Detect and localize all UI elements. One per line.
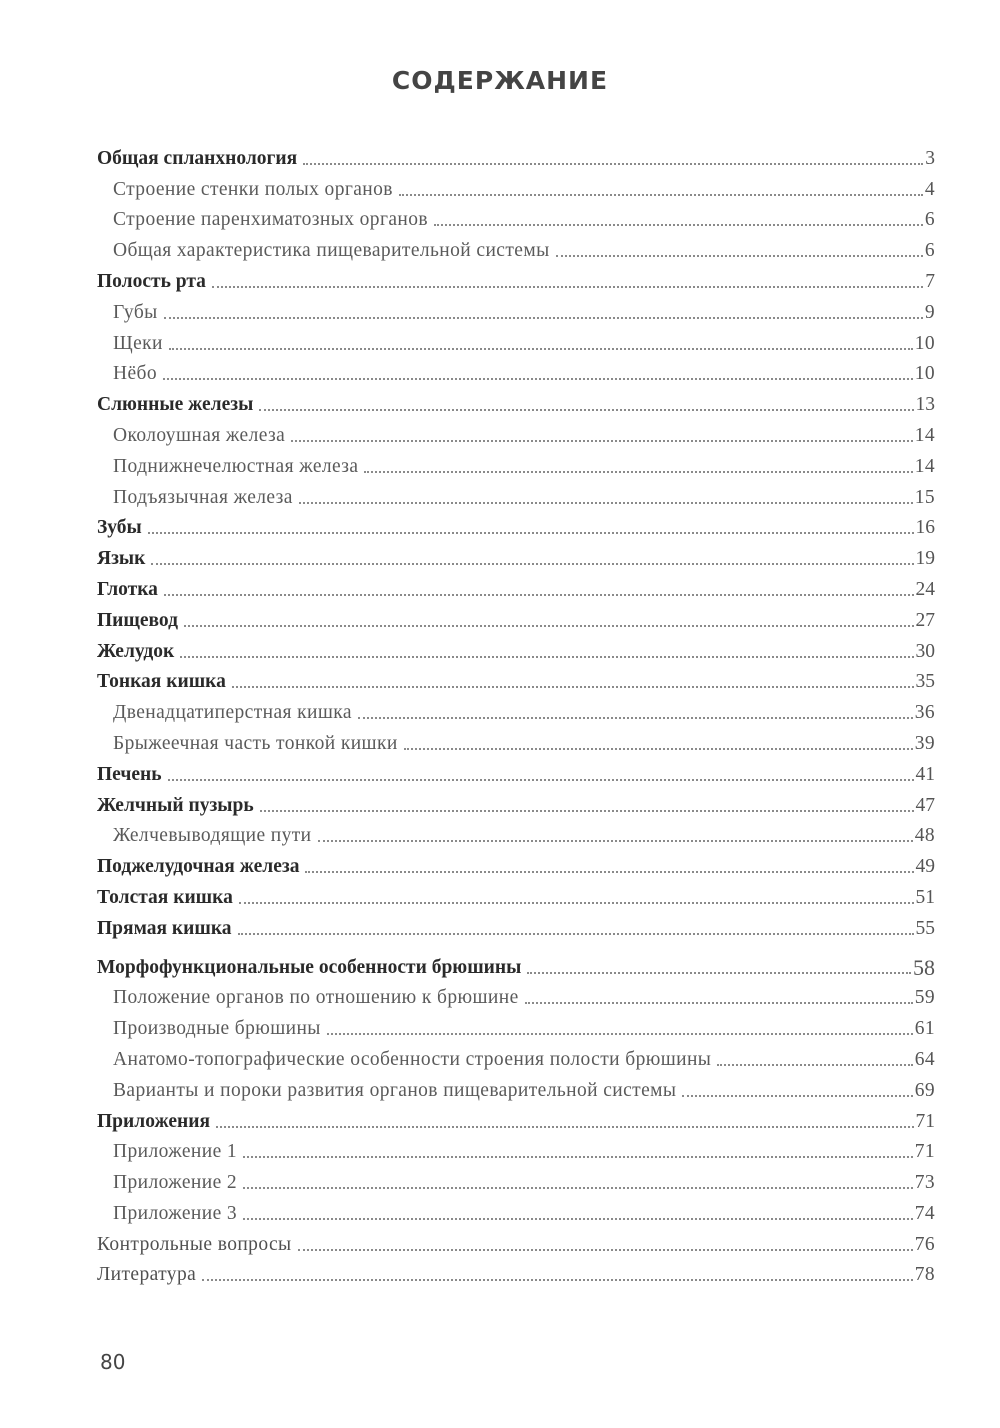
toc-entry-page: 4 (924, 178, 935, 200)
toc-entry (97, 879, 935, 910)
toc-entry-label: Общая характеристика пищеварительной системы (113, 240, 550, 262)
toc-entry (97, 980, 935, 1011)
toc-leader-dots (169, 344, 913, 350)
toc-leader-dots (243, 1183, 913, 1189)
toc-leader-dots (299, 498, 913, 504)
toc-entry-label: Щеки (113, 332, 163, 354)
toc-entry (97, 1041, 935, 1072)
toc-entry-label: Приложение 3 (113, 1202, 238, 1224)
toc-leader-dots (399, 190, 923, 196)
toc-entry-label: Нёбо (113, 363, 158, 385)
toc-entry-page: 78 (914, 1264, 935, 1286)
toc-leader-dots (163, 374, 913, 380)
toc-entry-page: 48 (914, 825, 935, 847)
toc-entry (97, 1072, 935, 1103)
toc-entry-page: 71 (914, 1141, 935, 1163)
toc-entry-label: Приложение 2 (113, 1172, 238, 1194)
toc-entry (97, 602, 935, 633)
toc-leader-dots (318, 836, 913, 842)
toc-entry (97, 633, 935, 664)
toc-entry-label: Варианты и пороки развития органов пищеварительной системы (113, 1079, 677, 1101)
toc-entry (97, 694, 935, 725)
toc-entry-page: 74 (914, 1202, 935, 1224)
toc-leader-dots (404, 744, 913, 750)
toc-entry-page: 36 (914, 702, 935, 724)
toc-entry (97, 949, 935, 980)
toc-entry-label: Двенадцатиперстная кишка (113, 702, 352, 724)
toc-entry-page: 27 (915, 609, 935, 631)
toc-entry-page: 51 (915, 886, 935, 908)
toc-entry-page: 16 (915, 517, 935, 539)
toc-leader-dots (164, 313, 923, 319)
toc-entry-page: 41 (915, 763, 935, 785)
toc-leader-dots (556, 251, 923, 257)
toc-entry (97, 540, 935, 571)
toc-entry (97, 725, 935, 756)
toc-leader-dots (212, 282, 923, 288)
toc-entry-label: Толстая кишка (97, 886, 233, 908)
toc-entry-label: Губы (113, 301, 158, 323)
toc-entry-label: Подъязычная железа (113, 486, 293, 508)
toc-entry-label: Производные брюшины (113, 1018, 321, 1040)
toc-leader-dots (239, 898, 914, 904)
toc-entry-label: Пищевод (97, 609, 178, 631)
toc-entry-page: 64 (914, 1048, 935, 1070)
toc-entry-label: Полость рта (97, 270, 206, 292)
toc-leader-dots (148, 528, 914, 534)
toc-entry-label: Язык (97, 548, 146, 570)
toc-entry-label: Глотка (97, 578, 158, 600)
toc-entry (97, 1226, 935, 1257)
toc-entry-label: Желчный пузырь (97, 794, 254, 816)
toc-entry-page: 71 (915, 1110, 935, 1132)
toc-leader-dots (216, 1122, 913, 1128)
toc-entry-page: 3 (925, 147, 935, 169)
toc-entry (97, 818, 935, 849)
toc-entry-label: Зубы (97, 517, 142, 539)
toc-entry-label: Общая спланхнология (97, 147, 298, 169)
toc-entry-label: Литература (97, 1264, 197, 1286)
toc-leader-dots (184, 621, 914, 627)
toc-entry (97, 1103, 935, 1134)
toc-entry (97, 1195, 935, 1226)
toc-entry (97, 356, 935, 387)
toc-entry (97, 510, 935, 541)
toc-leader-dots (527, 968, 911, 974)
toc-entry-page: 59 (914, 987, 935, 1009)
toc-entry-page: 6 (924, 240, 935, 262)
toc-entry-page: 61 (914, 1018, 935, 1040)
toc-entry (97, 140, 935, 171)
toc-entry-page: 47 (915, 794, 935, 816)
toc-leader-dots (238, 929, 914, 935)
toc-entry-page: 10 (914, 363, 935, 385)
toc-leader-dots (525, 998, 913, 1004)
toc-entry-label: Строение паренхиматозных органов (113, 209, 429, 231)
toc-entry (97, 417, 935, 448)
toc-entry (97, 1134, 935, 1165)
toc-entry (97, 848, 935, 879)
toc-entry-label: Приложения (97, 1110, 211, 1132)
toc-entry-label: Брыжеечная часть тонкой кишки (113, 732, 398, 754)
toc-entry-page: 6 (924, 209, 935, 231)
toc-entry-page: 55 (915, 917, 935, 939)
toc-leader-dots (291, 436, 913, 442)
toc-entry (97, 479, 935, 510)
toc-entry (97, 171, 935, 202)
toc-entry-page: 19 (915, 548, 935, 570)
toc-entry-page: 76 (914, 1233, 935, 1255)
toc-entry-page: 7 (925, 270, 935, 292)
toc-entry-page: 49 (915, 856, 935, 878)
toc-entry-page: 10 (914, 332, 935, 354)
toc-entry-page: 13 (915, 394, 935, 416)
toc-entry-page: 9 (924, 301, 935, 323)
toc-entry-page: 58 (913, 954, 935, 980)
toc-entry-page: 24 (915, 578, 935, 600)
toc-entry-label: Морфофункциональные особенности брюшины (97, 956, 522, 978)
toc-entry-page: 35 (915, 671, 935, 693)
toc-entry (97, 1257, 935, 1288)
toc-leader-dots (303, 159, 923, 165)
toc-entry-label: Строение стенки полых органов (113, 178, 393, 200)
toc-entry-page: 39 (914, 732, 935, 754)
toc-entry (97, 232, 935, 263)
toc-leader-dots (168, 775, 914, 781)
toc-entry-label: Тонкая кишка (97, 671, 226, 693)
toc-entry-label: Прямая кишка (97, 917, 232, 939)
toc-entry (97, 787, 935, 818)
toc-entry-label: Желудок (97, 640, 175, 662)
page-title: СОДЕРЖАНИЕ (391, 66, 609, 95)
toc-leader-dots (364, 467, 912, 473)
toc-entry-label: Приложение 1 (113, 1141, 238, 1163)
toc-entry (97, 325, 935, 356)
toc-entry-page: 15 (914, 486, 935, 508)
toc-entry (97, 386, 935, 417)
toc-leader-dots (260, 806, 914, 812)
toc-leader-dots (232, 682, 914, 688)
toc-leader-dots (434, 220, 923, 226)
toc-entry (97, 664, 935, 695)
toc-entry-page: 69 (914, 1079, 935, 1101)
page-number: 80 (100, 1350, 126, 1374)
toc-entry-page: 30 (915, 640, 935, 662)
table-of-contents (97, 140, 935, 1287)
toc-leader-dots (243, 1152, 913, 1158)
toc-entry (97, 294, 935, 325)
toc-entry-label: Желчевыводящие пути (113, 825, 312, 847)
toc-entry (97, 448, 935, 479)
toc-leader-dots (180, 652, 913, 658)
toc-leader-dots (682, 1091, 912, 1097)
toc-entry (97, 571, 935, 602)
toc-entry-label: Положение органов по отношению к брюшине (113, 987, 519, 1009)
toc-leader-dots (717, 1060, 912, 1066)
toc-entry-label: Поднижнечелюстная железа (113, 455, 359, 477)
toc-entry-label: Поджелудочная железа (97, 856, 300, 878)
toc-entry (97, 263, 935, 294)
toc-entry (97, 756, 935, 787)
toc-entry-page: 73 (914, 1172, 935, 1194)
toc-entry (97, 1164, 935, 1195)
toc-entry-page: 14 (914, 455, 935, 477)
toc-entry (97, 202, 935, 233)
toc-entry-label: Слюнные железы (97, 394, 254, 416)
toc-entry (97, 910, 935, 941)
toc-leader-dots (259, 405, 913, 411)
toc-leader-dots (327, 1029, 913, 1035)
toc-leader-dots (151, 559, 913, 565)
toc-leader-dots (305, 867, 913, 873)
toc-entry (97, 1010, 935, 1041)
toc-entry-label: Печень (97, 763, 162, 785)
toc-entry-page: 14 (914, 424, 935, 446)
toc-leader-dots (164, 590, 914, 596)
toc-entry-label: Анатомо-топографические особенности строения полости брюшины (113, 1048, 712, 1070)
toc-leader-dots (358, 713, 913, 719)
toc-leader-dots (243, 1214, 913, 1220)
toc-entry-label: Контрольные вопросы (97, 1233, 292, 1255)
toc-leader-dots (298, 1245, 913, 1251)
toc-leader-dots (202, 1275, 913, 1281)
toc-entry-label: Околоушная железа (113, 424, 286, 446)
